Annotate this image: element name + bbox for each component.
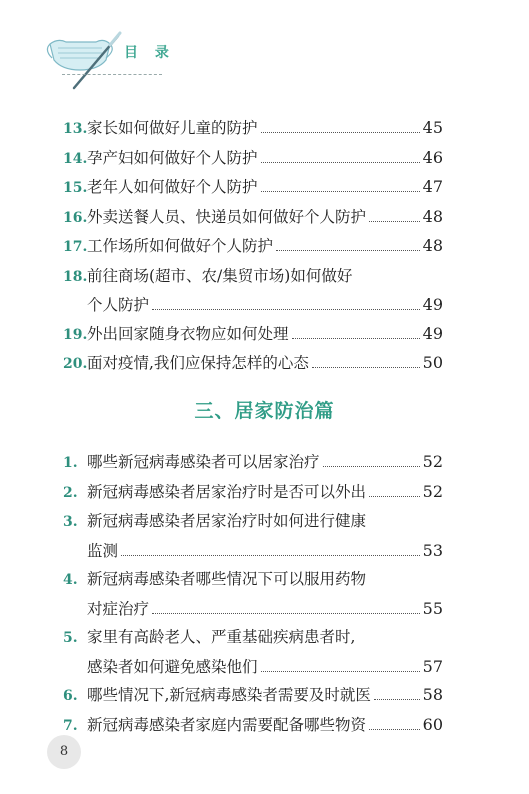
entry-page: 50 xyxy=(422,353,443,372)
entry-page: 58 xyxy=(422,685,443,704)
face-mask-icon xyxy=(44,30,134,100)
entry-title: 新冠病毒感染者家庭内需要配备哪些物资 xyxy=(87,715,367,734)
leader-dots xyxy=(152,309,420,310)
entry-page: 53 xyxy=(422,540,443,560)
entry-number: 15. xyxy=(63,180,88,196)
entry-page: 55 xyxy=(422,598,443,618)
entry-number: 19. xyxy=(63,326,88,343)
leader-dots xyxy=(369,729,420,730)
toc-entry[interactable] xyxy=(63,320,443,350)
entry-number: 13. xyxy=(63,121,88,137)
leader-dots xyxy=(369,496,420,497)
entry-page: 60 xyxy=(422,714,443,734)
toc-title: 目 录 xyxy=(124,45,175,61)
entry-number: 7. xyxy=(63,717,78,734)
toc-entry[interactable] xyxy=(63,478,443,508)
toc-entry[interactable] xyxy=(63,144,443,174)
toc-list-part-3 xyxy=(63,448,443,740)
toc-entry[interactable] xyxy=(63,262,443,320)
entry-number: 4. xyxy=(63,572,78,588)
entry-number: 18. xyxy=(63,268,88,285)
leader-dots xyxy=(261,671,420,672)
entry-number: 6. xyxy=(63,688,78,704)
entry-page: 48 xyxy=(422,236,443,255)
toc-list-part-2 xyxy=(63,114,443,379)
entry-page: 48 xyxy=(422,206,443,226)
entry-title: 哪些情况下,新冠病毒感染者需要及时就医 xyxy=(87,686,371,704)
toc-entry[interactable] xyxy=(63,448,443,478)
entry-title: 新冠病毒感染者居家治疗时是否可以外出 xyxy=(87,482,367,501)
toc-entry[interactable] xyxy=(63,565,443,623)
entry-page: 57 xyxy=(422,656,443,676)
entry-title: 前往商场(超市、农/集贸市场)如何做好 xyxy=(87,266,353,285)
entry-title: 哪些新冠病毒感染者可以居家治疗 xyxy=(87,453,320,471)
entry-title-continued: 监测 xyxy=(87,541,119,560)
entry-title: 新冠病毒感染者哪些情况下可以服用药物 xyxy=(87,570,367,588)
leader-dots xyxy=(369,221,420,222)
toc-entry[interactable] xyxy=(63,114,443,144)
entry-title: 家里有高龄老人、严重基础疾病患者时, xyxy=(87,628,356,646)
leader-dots xyxy=(323,466,420,467)
leader-dots xyxy=(121,555,420,556)
leader-dots xyxy=(152,613,420,614)
leader-dots xyxy=(261,191,420,192)
toc-entry[interactable] xyxy=(63,349,443,379)
page-number: 8 xyxy=(47,735,81,769)
entry-title: 家长如何做好儿童的防护 xyxy=(87,119,258,137)
leader-dots xyxy=(292,338,420,339)
entry-title: 孕产妇如何做好个人防护 xyxy=(87,148,258,167)
entry-title-continued: 对症治疗 xyxy=(87,599,150,618)
entry-title: 外出回家随身衣物应如何处理 xyxy=(87,324,289,343)
entry-number: 16. xyxy=(63,209,88,226)
toc-entry[interactable] xyxy=(63,173,443,203)
entry-page: 45 xyxy=(422,118,443,137)
entry-title-continued: 感染者如何避免感染他们 xyxy=(87,657,258,676)
entry-number: 14. xyxy=(63,150,88,167)
entry-number: 2. xyxy=(63,484,78,501)
entry-page: 52 xyxy=(422,481,443,501)
leader-dots xyxy=(374,699,420,700)
toc-entry[interactable] xyxy=(63,507,443,565)
section-heading: 三、居家防治篇 xyxy=(194,400,335,422)
entry-page: 47 xyxy=(422,177,443,196)
entry-page: 46 xyxy=(422,147,443,167)
leader-dots xyxy=(261,162,420,163)
leader-dots xyxy=(312,367,420,368)
entry-number: 5. xyxy=(63,630,78,646)
toc-entry[interactable] xyxy=(63,681,443,711)
entry-title: 老年人如何做好个人防护 xyxy=(87,178,258,196)
header-dashed-divider xyxy=(62,74,162,75)
toc-entry[interactable] xyxy=(63,711,443,741)
entry-title: 新冠病毒感染者居家治疗时如何进行健康 xyxy=(87,512,367,530)
entry-page: 52 xyxy=(422,452,443,471)
entry-title: 外卖送餐人员、快递员如何做好个人防护 xyxy=(87,207,367,226)
toc-entry[interactable] xyxy=(63,232,443,262)
leader-dots xyxy=(261,132,420,133)
toc-entry[interactable] xyxy=(63,203,443,233)
toc-entry[interactable] xyxy=(63,623,443,681)
entry-number: 20. xyxy=(63,356,88,372)
leader-dots xyxy=(276,250,420,251)
entry-number: 17. xyxy=(63,239,88,255)
toc-header xyxy=(44,30,224,100)
entry-page: 49 xyxy=(422,323,443,343)
entry-title: 面对疫情,我们应保持怎样的心态 xyxy=(87,354,309,372)
entry-title-continued: 个人防护 xyxy=(87,296,150,314)
entry-number: 3. xyxy=(63,514,78,530)
entry-number: 1. xyxy=(63,455,78,471)
entry-title: 工作场所如何做好个人防护 xyxy=(87,237,274,255)
entry-page: 49 xyxy=(422,295,443,314)
